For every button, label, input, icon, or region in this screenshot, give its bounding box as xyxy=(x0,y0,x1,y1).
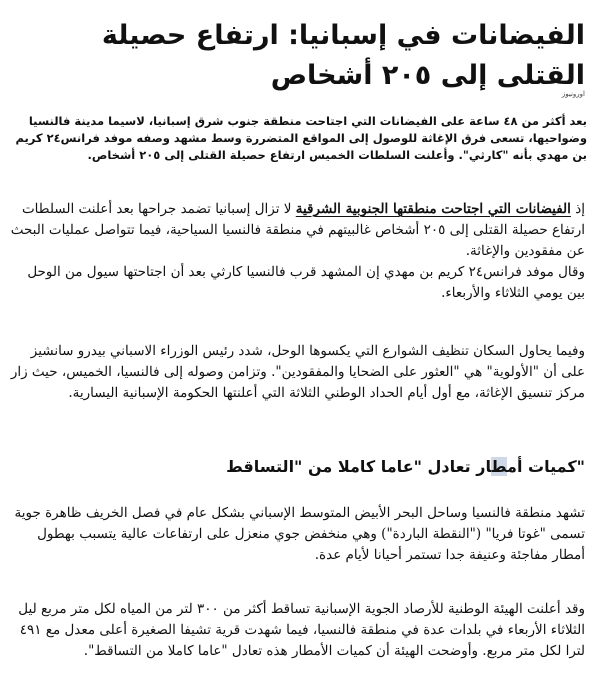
section-heading xyxy=(10,455,585,479)
article-source: اورونيوز xyxy=(561,90,585,98)
paragraph-1-line-2: وقال موفد فرانس٢٤ كريم بن مهدي إن المشهد قرب فالنسيا كارثي بعد أن اجتاحتها سيول من الوحل بين يومي الثلاثاء والأربعاء. xyxy=(27,264,585,301)
paragraph-3: تشهد منطقة فالنسيا وساحل البحر الأبيض المتوسط الإسباني بشكل عام في فصل الخريف ظاهرة جوية تسمى "غوتا فريا" ("النقطة الباردة") وهي منخفض جوي منعزل على ارتفاعات عالية يتسبب بهطول أمطار مفاجئة وعنيفة جدا تستمر أحيانا لأيام عدة. xyxy=(14,505,585,563)
section-heading-part-2: ار تعادل "عاما كاملا من "التساقط xyxy=(226,457,492,476)
paragraph-2: وفيما يحاول السكان تنظيف الشوارع التي يكسوها الوحل، شدد رئيس الوزراء الاسباني بيدرو سانشيز على أن "الأولوية" هي "العثور على الضحايا والمفقودين". وتزامن وصوله إلى فالنسيا، الخميس، حيث زار مركز تنسيق الإغاثة، مع أول أيام الحداد الوطني الثلاثة التي أعلنتها الحكومة الإسبانية اليسارية. xyxy=(10,343,585,401)
article-title: الفيضانات في إسبانيا: ارتفاع حصيلة القتلى إلى ٢٠٥ أشخاص xyxy=(101,20,585,91)
article-lead: بعد أكثر من ٤٨ ساعة على الفيضانات التي اجتاحت منطقة جنوب شرق إسبانيا، لاسيما مدينة فالنسيا وضواحيها، تسعى فرق الإغاثة للوصول إلى المواقع المتضررة وسط مشهد وصفه موفد فرانس٢٤ كريم بن مهدي بأنه "كارثي". وأعلنت السلطات الخميس ارتفاع حصيلة القتلى إلى ٢٠٥ أشخاص. xyxy=(15,114,587,162)
highlighted-link[interactable]: الفيضانات التي اجتاحت منطقتها الجنوبية الشرقية xyxy=(295,201,571,217)
paragraph-1-prefix: إذ xyxy=(570,201,585,217)
section-heading-part-1: "كميات أم xyxy=(507,457,585,476)
paragraph-4: وقد أعلنت الهيئة الوطنية للأرصاد الجوية الإسبانية تساقط أكثر من ٣٠٠ لتر من المياه لكل متر مربع ليل الثلاثاء الأربعاء في بلدات عدة في منطقة فالنسيا، فيما شهدت قرية تشيفا الصغيرة أعلى معدل مع ٤٩١ لترا لكل متر مربع. وأوضحت الهيئة أن كميات الأمطار هذه تعادل "عاما كاملا من التساقط". xyxy=(18,601,585,659)
paragraph-1 xyxy=(10,199,585,304)
text-cursor-selection[interactable]: ط xyxy=(491,457,508,476)
paragraph-1-text: لا تزال إسبانيا تضمد جراحها بعد أعلنت السلطات ارتفاع حصيلة القتلى إلى ٢٠٥ أشخاص غالبيتهم في منطقة فالنسيا السياحية، فيما تتواصل عمليات البحث عن مفقودين والإغاثة. xyxy=(10,201,585,259)
